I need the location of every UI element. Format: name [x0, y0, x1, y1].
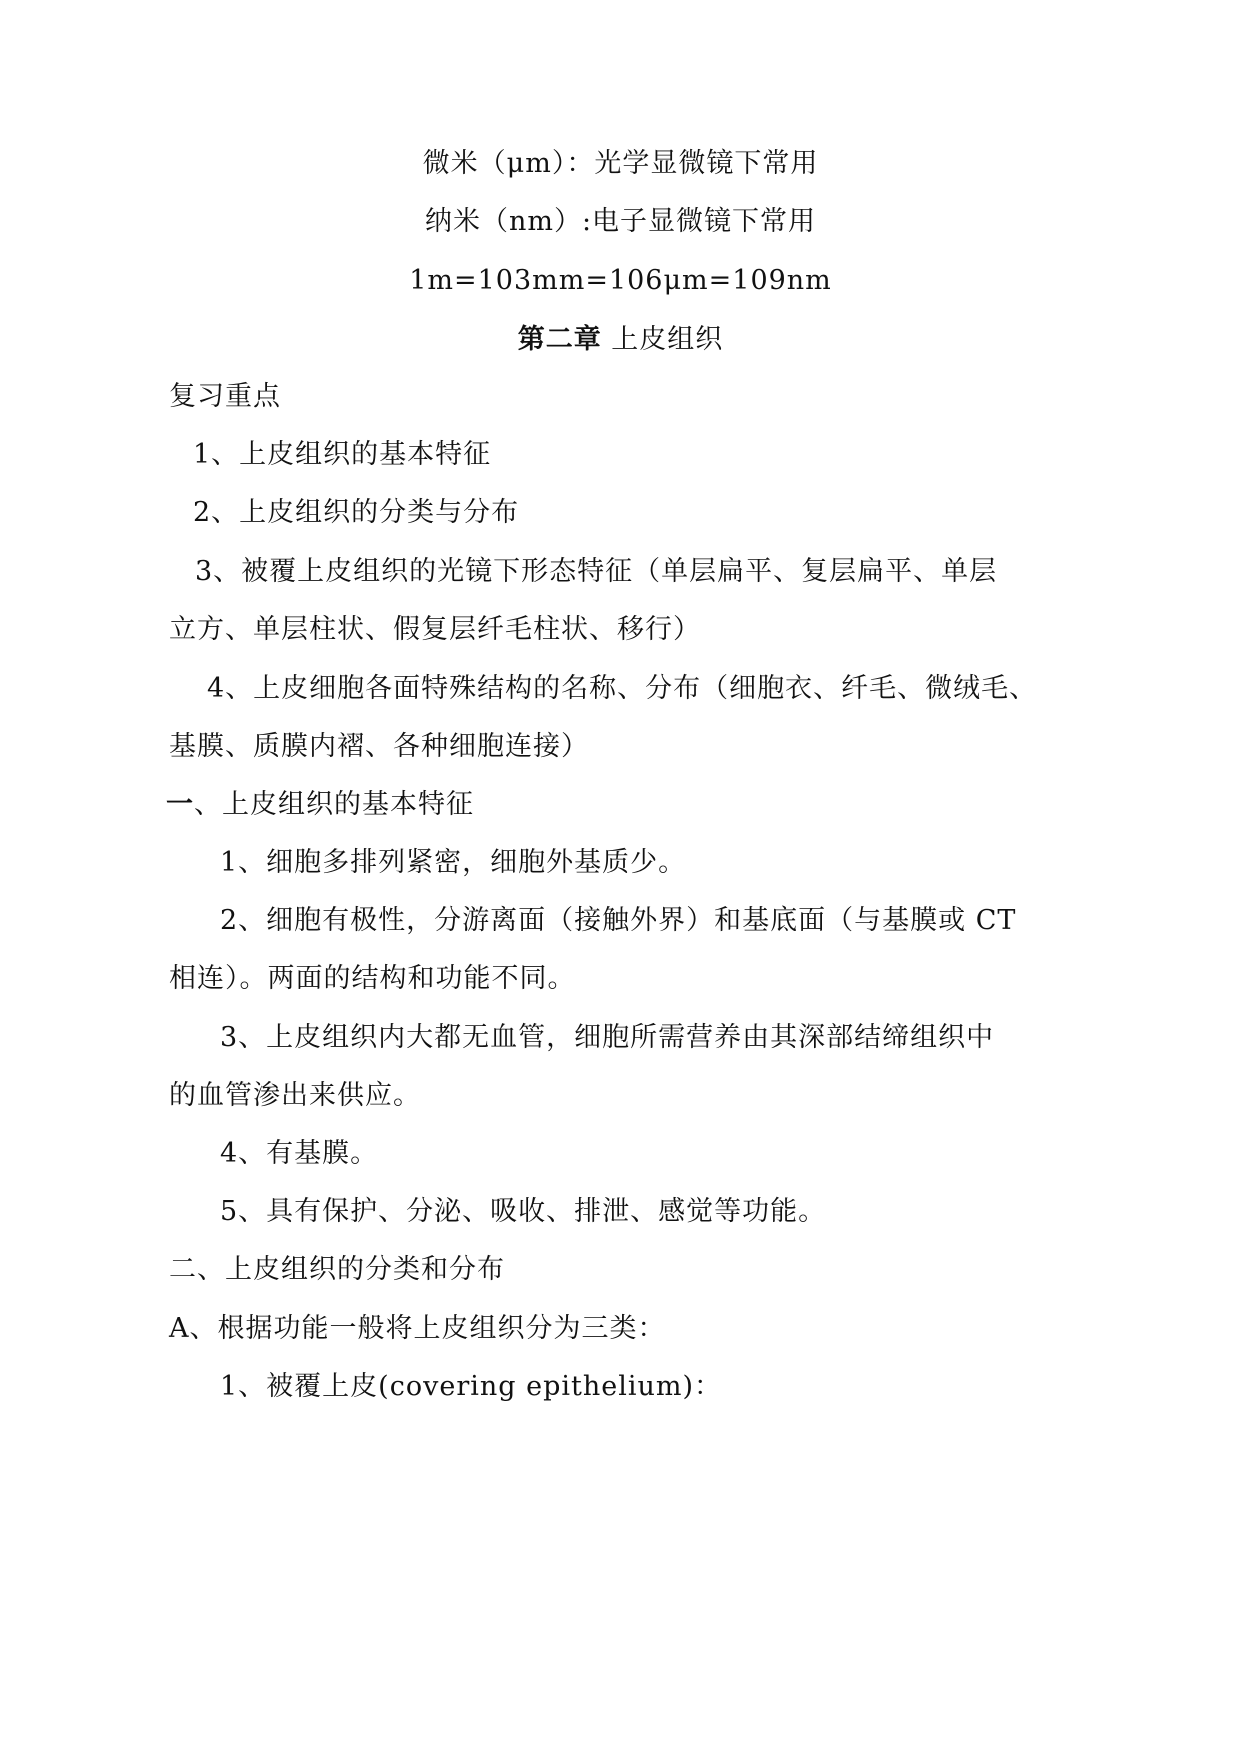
feature-item: 3、上皮组织内大都无血管，细胞所需营养由其深部结缔组织中	[220, 1022, 995, 1053]
review-item: 3、被覆上皮组织的光镜下形态特征（单层扁平、复层扁平、单层	[195, 556, 998, 587]
feature-item: 4、有基膜。	[220, 1138, 379, 1169]
section-1-heading-text: 、上皮组织的基本特征	[194, 789, 474, 820]
feature-item: 1、细胞多排列紧密，细胞外基质少。	[220, 847, 687, 878]
feature-item: 2、细胞有极性，分游离面（接触外界）和基底面（与基膜或 CT	[220, 905, 1017, 936]
section-2-heading: 二、上皮组织的分类和分布	[169, 1254, 505, 1285]
review-item: 2、上皮组织的分类与分布	[193, 497, 520, 528]
section-1-heading-prefix: 一	[166, 789, 194, 820]
review-item: 1、上皮组织的基本特征	[193, 439, 492, 470]
feature-item-continuation: 相连）。两面的结构和功能不同。	[169, 963, 576, 994]
feature-item-continuation: 的血管渗出来供应。	[169, 1080, 421, 1111]
review-item-continuation: 立方、单层柱状、假复层纤毛柱状、移行）	[169, 614, 701, 645]
review-item-continuation: 基膜、质膜内褶、各种细胞连接）	[169, 731, 589, 762]
chapter-number: 第二章	[517, 324, 602, 355]
unit-micrometer-line: 微米（μm）：光学显微镜下常用	[422, 148, 819, 179]
chapter-heading	[0, 322, 1241, 358]
unit-nanometer-line: 纳米（nm）:电子显微镜下常用	[424, 206, 817, 237]
unit-conversion-line: 1m=103mm=106μm=109nm	[409, 265, 832, 296]
review-heading: 复习重点	[169, 381, 281, 412]
review-item: 4、上皮细胞各面特殊结构的名称、分布（细胞衣、纤毛、微绒毛、	[207, 673, 1038, 704]
feature-item: 5、具有保护、分泌、吸收、排泄、感觉等功能。	[220, 1196, 827, 1227]
chapter-title: 上皮组织	[611, 324, 724, 355]
classification-item: 1、被覆上皮(covering epithelium)：	[220, 1371, 723, 1402]
classification-subheading: A、根据功能一般将上皮组织分为三类：	[169, 1313, 666, 1344]
section-1-heading	[166, 787, 474, 823]
